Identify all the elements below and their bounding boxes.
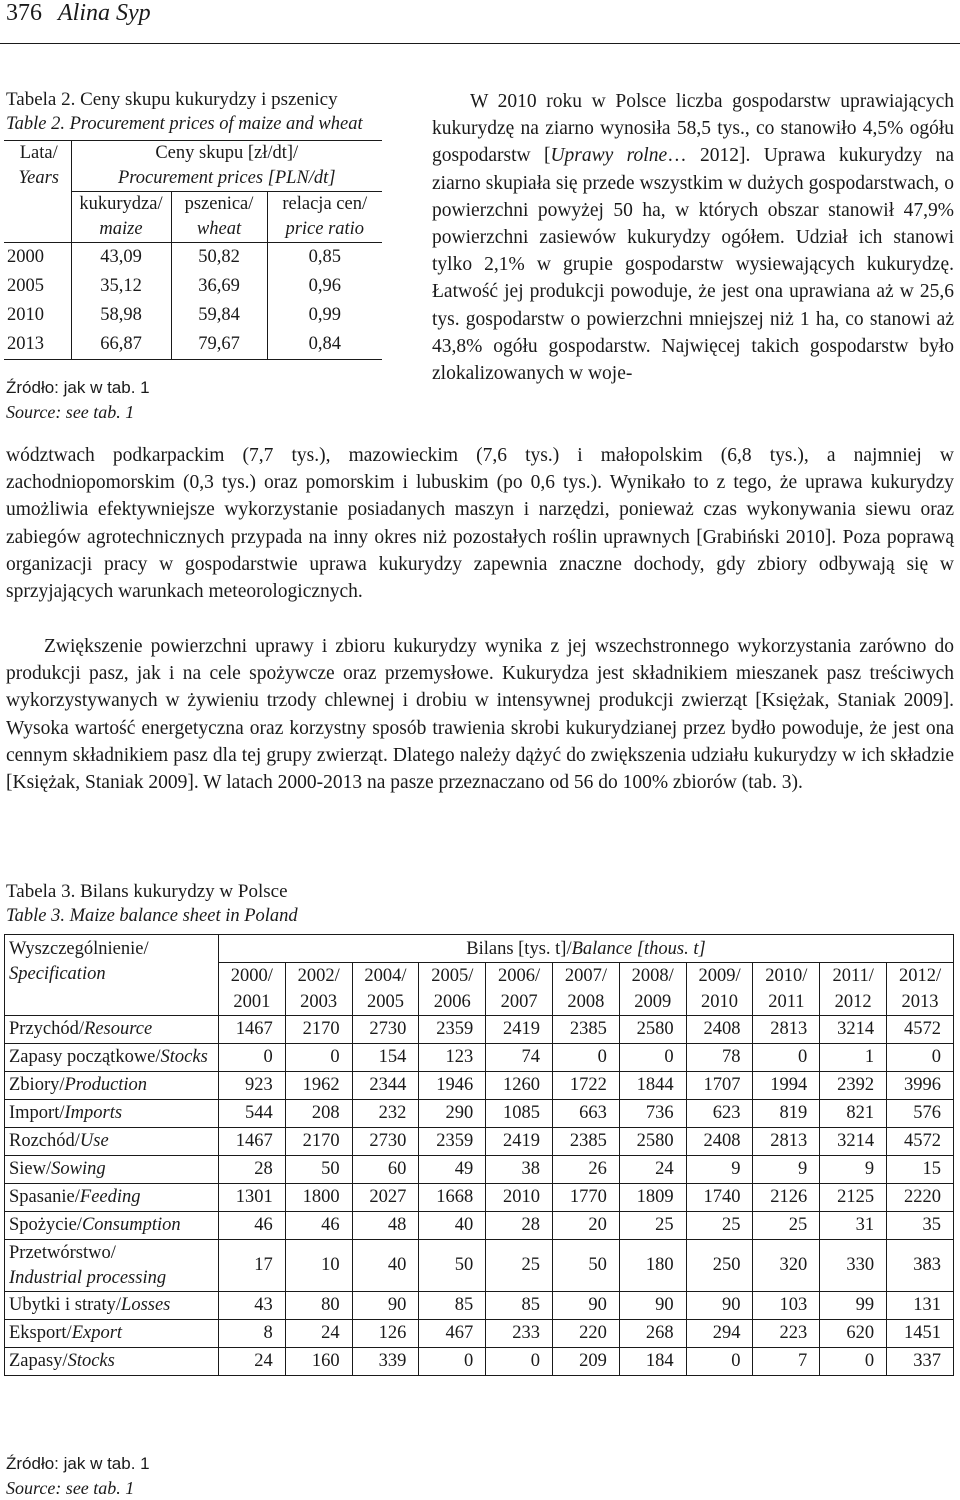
table3-value-cell: 290 — [419, 1100, 486, 1128]
table3-value-cell: 320 — [753, 1240, 820, 1292]
table3-value-cell: 9 — [753, 1156, 820, 1184]
table3-year-header-start: 2007/ — [564, 966, 607, 986]
table3-header-balance — [218, 935, 953, 963]
table3-value-cell: 620 — [820, 1320, 887, 1348]
table3-row-label — [5, 1128, 219, 1156]
table3-value-cell: 2170 — [285, 1016, 352, 1044]
table3-value-cell: 2730 — [352, 1016, 419, 1044]
table3-value-cell: 2813 — [753, 1128, 820, 1156]
table3-value-cell: 663 — [553, 1100, 620, 1128]
table3-value-cell: 2580 — [619, 1016, 686, 1044]
table3-value-cell: 2359 — [419, 1128, 486, 1156]
table-row — [5, 1212, 954, 1240]
table3-value-cell: 294 — [686, 1320, 753, 1348]
table3-value-cell: 2419 — [486, 1128, 553, 1156]
table3-header-spec — [5, 935, 219, 1016]
table2-header-wheat — [171, 192, 267, 243]
table3-value-cell: 131 — [887, 1292, 954, 1320]
table3-row-label-en: Stocks — [67, 1351, 115, 1371]
table3-row-label — [5, 1240, 219, 1292]
table3-value-cell: 0 — [486, 1348, 553, 1376]
table3-year-header-start: 2000/ — [230, 966, 273, 986]
table3-value-cell: 337 — [887, 1348, 954, 1376]
table3-row-label — [5, 1072, 219, 1100]
table2-value-cell: 36,69 — [171, 272, 267, 301]
table3-value-cell: 2730 — [352, 1128, 419, 1156]
table3-value-cell: 1946 — [419, 1072, 486, 1100]
table3-value-cell: 544 — [218, 1100, 285, 1128]
table3-row-label — [5, 1044, 219, 1072]
table3-value-cell: 50 — [419, 1240, 486, 1292]
table2-source-pl: Źródło: jak w tab. 1 — [6, 378, 150, 397]
table3-year-header-end: 2003 — [300, 992, 338, 1012]
table3-value-cell: 2344 — [352, 1072, 419, 1100]
table3-value-cell: 80 — [285, 1292, 352, 1320]
table3-row-label-en: Use — [79, 1131, 109, 1151]
table2-header-ratio-en: price ratio — [285, 219, 365, 239]
table3-row-label-en: Production — [64, 1075, 148, 1095]
table-row — [4, 301, 382, 330]
table2-value-cell: 0,96 — [308, 276, 341, 296]
table3-year-header-end: 2009 — [634, 992, 672, 1012]
table3-value-cell: 123 — [419, 1044, 486, 1072]
table-row — [5, 1100, 954, 1128]
table3-value-cell: 40 — [352, 1240, 419, 1292]
table3-source-pl: Źródło: jak w tab. 1 — [6, 1454, 150, 1473]
table3-value-cell: 49 — [419, 1156, 486, 1184]
table3-value-cell: 0 — [753, 1044, 820, 1072]
table2 — [4, 140, 382, 360]
table3-row-label — [5, 1212, 219, 1240]
table3-row-label — [5, 1184, 219, 1212]
table3-value-cell: 90 — [553, 1292, 620, 1320]
table2-value-cell: 0,84 — [267, 330, 382, 360]
table3-row-label-en: Consumption — [81, 1215, 181, 1235]
table3-value-cell: 1844 — [619, 1072, 686, 1100]
paragraph-1 — [432, 88, 954, 387]
table3-value-cell: 8 — [218, 1320, 285, 1348]
table3-value-cell: 90 — [352, 1292, 419, 1320]
table3-row-label-pl: Rozchód/ — [9, 1131, 80, 1151]
table2-header-years-en: Years — [18, 168, 59, 188]
table3-row-label-pl: Zbiory/ — [9, 1075, 65, 1095]
table3-value-cell: 923 — [218, 1072, 285, 1100]
table3-value-cell: 1301 — [218, 1184, 285, 1212]
table2-caption-en: Table 2. Procurement prices of maize and wheat — [6, 114, 363, 134]
table3-value-cell: 2392 — [820, 1072, 887, 1100]
table2-header-maize-en: maize — [99, 219, 143, 239]
table3-value-cell: 0 — [419, 1348, 486, 1376]
table3-row-label-pl: Zapasy początkowe/ — [9, 1047, 161, 1067]
table3-row-label-en: Sowing — [51, 1159, 106, 1179]
paragraph-1-part-b: … 2012]. Uprawa kukurydzy na ziarno skupiała się przede wszystkim w dużych gospodarstwach, o powierzchni powyżej 50 ha, w których obszar stanowił 47,9% powierzchni zasiewów kukurydzy ogółem. Udział ich stanowi tylko 2,1% w grupie gospodarstw wysiewających kukurydzę. Łatwość jej produkcji powoduje, że jest ona uprawiana aż w 25,6 tys. gospodarstw o powierzchni mniejszej niż 1 ha, co stanowi aż 43,8% ogółu gospodarstw. Najwięcej takich gospodarstw było zlokalizowanych w woje- — [432, 145, 954, 385]
table3-header-spec-en: Specification — [9, 964, 106, 984]
table3-value-cell: 2027 — [352, 1184, 419, 1212]
table3-value-cell: 2580 — [619, 1128, 686, 1156]
running-header — [6, 0, 151, 27]
table3-row-label-pl: Ubytki i straty/ — [9, 1295, 122, 1315]
table2-value-cell: 59,84 — [171, 301, 267, 330]
table3-value-cell: 0 — [820, 1348, 887, 1376]
table2-value-cell: 66,87 — [71, 330, 171, 360]
table3-value-cell: 74 — [486, 1044, 553, 1072]
table3-value-cell: 46 — [218, 1212, 285, 1240]
table3-year-header — [820, 963, 887, 1016]
table3-value-cell: 25 — [686, 1212, 753, 1240]
table3-value-cell: 250 — [686, 1240, 753, 1292]
table3-value-cell: 208 — [285, 1100, 352, 1128]
table3-value-cell: 2220 — [887, 1184, 954, 1212]
table2-header-group — [71, 141, 382, 192]
table2-year-cell: 2013 — [4, 330, 71, 360]
table-row — [5, 1044, 954, 1072]
table3-row-label-pl: Zapasy/ — [9, 1351, 68, 1371]
table3-value-cell: 50 — [553, 1240, 620, 1292]
table3-value-cell: 383 — [887, 1240, 954, 1292]
table3-value-cell: 7 — [753, 1348, 820, 1376]
table2-header-group-pl: Ceny skupu [zł/dt]/ — [155, 143, 299, 163]
table3-value-cell: 24 — [285, 1320, 352, 1348]
table3-year-header — [285, 963, 352, 1016]
table3-value-cell: 43 — [218, 1292, 285, 1320]
table3-value-cell: 103 — [753, 1292, 820, 1320]
page-number: 376 — [6, 0, 42, 26]
table2-year-cell: 2010 — [4, 301, 71, 330]
table2-caption — [6, 88, 363, 136]
table3-value-cell: 2170 — [285, 1128, 352, 1156]
table3-value-cell: 623 — [686, 1100, 753, 1128]
table-row — [5, 1240, 954, 1292]
table2-header-ratio — [267, 192, 382, 243]
table3-value-cell: 821 — [820, 1100, 887, 1128]
table3-row-label-pl: Przychód/ — [9, 1019, 85, 1039]
table3-value-cell: 4572 — [887, 1128, 954, 1156]
table2-header-wheat-pl: pszenica/ — [184, 194, 254, 214]
table3-value-cell: 85 — [419, 1292, 486, 1320]
table3-value-cell: 126 — [352, 1320, 419, 1348]
table3-value-cell: 28 — [218, 1156, 285, 1184]
table-row — [5, 1184, 954, 1212]
table3-row-label-en: Resource — [84, 1019, 153, 1039]
table3-value-cell: 184 — [619, 1348, 686, 1376]
table3-value-cell: 9 — [686, 1156, 753, 1184]
paragraph-1-part-a: W 2010 roku w Polsce liczba gospodarstw uprawiających kukurydzę na ziarno wynosiła 58,5 tys., co stanowiło 4,5% ogółu gospodarstw [ — [432, 91, 954, 167]
table3-year-header — [553, 963, 620, 1016]
table3-row-label-en: Export — [71, 1323, 123, 1343]
table3-caption-en: Table 3. Maize balance sheet in Poland — [6, 906, 298, 926]
table3-value-cell: 50 — [285, 1156, 352, 1184]
table3-value-cell: 1962 — [285, 1072, 352, 1100]
paragraph-1-citation: Uprawy rolne — [550, 145, 668, 167]
table3-value-cell: 1085 — [486, 1100, 553, 1128]
table3-value-cell: 1451 — [887, 1320, 954, 1348]
running-author: Alina Syp — [58, 0, 151, 26]
table3-year-header-end: 2013 — [901, 992, 939, 1012]
table2-value-cell: 58,98 — [71, 301, 171, 330]
table2-caption-pl: Tabela 2. Ceny skupu kukurydzy i pszenicy — [6, 89, 338, 110]
table3-year-header-start: 2002/ — [297, 966, 340, 986]
table2-source — [6, 376, 150, 424]
table3-value-cell: 2408 — [686, 1128, 753, 1156]
table3-year-header-start: 2009/ — [698, 966, 741, 986]
table3-value-cell: 233 — [486, 1320, 553, 1348]
table2-value-cell: 0,85 — [308, 247, 341, 267]
header-rule — [0, 43, 960, 44]
table3-row-label — [5, 1320, 219, 1348]
table2-source-en: Source: see tab. 1 — [6, 402, 135, 422]
table3-value-cell: 1809 — [619, 1184, 686, 1212]
table3-row-label — [5, 1156, 219, 1184]
table3-value-cell: 0 — [619, 1044, 686, 1072]
table3-year-header-start: 2004/ — [364, 966, 407, 986]
table3-value-cell: 2385 — [553, 1128, 620, 1156]
table3-value-cell: 1467 — [218, 1128, 285, 1156]
table2-year-cell: 2000 — [4, 243, 71, 273]
table-row — [4, 330, 382, 360]
table3-row-label-pl: Przetwórstwo/ — [9, 1242, 116, 1263]
table-row — [5, 1292, 954, 1320]
table-row — [5, 1016, 954, 1044]
table2-header-wheat-en: wheat — [196, 219, 242, 239]
table-row — [5, 1128, 954, 1156]
table3-row-label-en: Losses — [121, 1295, 171, 1315]
table3-value-cell: 1800 — [285, 1184, 352, 1212]
table3-year-header-end: 2011 — [768, 992, 805, 1012]
table3-value-cell: 0 — [887, 1044, 954, 1072]
table3-value-cell: 2359 — [419, 1016, 486, 1044]
table3-value-cell: 38 — [486, 1156, 553, 1184]
table3-row-label — [5, 1016, 219, 1044]
table3-value-cell: 46 — [285, 1212, 352, 1240]
table3-value-cell: 154 — [352, 1044, 419, 1072]
table3-row-label-pl: Siew/ — [9, 1159, 52, 1179]
table3-value-cell: 78 — [686, 1044, 753, 1072]
table3-year-header-end: 2005 — [366, 992, 404, 1012]
table2-header-years-pl: Lata/ — [19, 143, 58, 163]
table3-year-header-start: 2005/ — [431, 966, 474, 986]
table3-value-cell: 1668 — [419, 1184, 486, 1212]
table3-year-header-end: 2008 — [567, 992, 605, 1012]
table3-value-cell: 15 — [887, 1156, 954, 1184]
table3-value-cell: 0 — [686, 1348, 753, 1376]
table3-value-cell: 0 — [553, 1044, 620, 1072]
table3-value-cell: 2385 — [553, 1016, 620, 1044]
table2-header-ratio-pl: relacja cen/ — [282, 194, 368, 214]
table2-header-maize-pl: kukurydza/ — [79, 194, 163, 214]
table-row — [5, 1320, 954, 1348]
table3-row-label-pl: Eksport/ — [9, 1323, 72, 1343]
table3-value-cell: 330 — [820, 1240, 887, 1292]
table3-value-cell: 1260 — [486, 1072, 553, 1100]
table3-year-header-end: 2006 — [433, 992, 471, 1012]
table3-caption-pl: Tabela 3. Bilans kukurydzy w Polsce — [6, 881, 288, 902]
table3-value-cell: 90 — [686, 1292, 753, 1320]
table2-value-cell: 43,09 — [71, 243, 171, 273]
table2-header-years — [4, 141, 71, 243]
table3-year-header — [419, 963, 486, 1016]
table3-value-cell: 3214 — [820, 1128, 887, 1156]
table3-row-label-en: Industrial processing — [9, 1267, 167, 1288]
table3-value-cell: 25 — [619, 1212, 686, 1240]
table3-value-cell: 24 — [218, 1348, 285, 1376]
table3-header-spec-pl: Wyszczególnienie/ — [9, 939, 149, 959]
table3-year-header-end: 2001 — [233, 992, 271, 1012]
table3-row-label-en: Stocks — [160, 1047, 208, 1067]
table3-value-cell: 3214 — [820, 1016, 887, 1044]
table-row — [5, 1156, 954, 1184]
table3-value-cell: 25 — [753, 1212, 820, 1240]
table3-year-header — [887, 963, 954, 1016]
table3-value-cell: 35 — [887, 1212, 954, 1240]
table3-year-header — [486, 963, 553, 1016]
table3-value-cell: 17 — [218, 1240, 285, 1292]
table3-year-header — [218, 963, 285, 1016]
table3-value-cell: 1467 — [218, 1016, 285, 1044]
table3-source — [6, 1452, 150, 1500]
table2-value-cell: 50,82 — [171, 243, 267, 273]
table3-row-label-pl: Spożycie/ — [9, 1215, 82, 1235]
table3-value-cell: 2419 — [486, 1016, 553, 1044]
table3-value-cell: 2813 — [753, 1016, 820, 1044]
table3-row-label-pl: Import/ — [9, 1103, 65, 1123]
table3 — [4, 934, 954, 1376]
table3-value-cell: 40 — [419, 1212, 486, 1240]
table3-value-cell: 25 — [486, 1240, 553, 1292]
table3-value-cell: 99 — [820, 1292, 887, 1320]
table3-year-header — [753, 963, 820, 1016]
table3-value-cell: 223 — [753, 1320, 820, 1348]
table3-row-label-en: Feeding — [79, 1187, 141, 1207]
table3-value-cell: 85 — [486, 1292, 553, 1320]
table3-value-cell: 209 — [553, 1348, 620, 1376]
table-row — [4, 272, 382, 301]
table3-value-cell: 28 — [486, 1212, 553, 1240]
table3-value-cell: 160 — [285, 1348, 352, 1376]
table3-value-cell: 0 — [285, 1044, 352, 1072]
table3-value-cell: 1770 — [553, 1184, 620, 1212]
table2-header-group-en: Procurement prices [PLN/dt] — [117, 168, 336, 188]
table3-year-header-start: 2012/ — [898, 966, 942, 986]
table3-row-label — [5, 1292, 219, 1320]
table3-value-cell: 31 — [820, 1212, 887, 1240]
table3-row-label-pl: Spasanie/ — [9, 1187, 80, 1207]
table3-value-cell: 0 — [218, 1044, 285, 1072]
table3-value-cell: 4572 — [887, 1016, 954, 1044]
table3-header-balance-en: Balance [thous. t] — [571, 938, 706, 959]
table3-value-cell: 10 — [285, 1240, 352, 1292]
table3-value-cell: 268 — [619, 1320, 686, 1348]
table3-row-label-en: Imports — [64, 1103, 123, 1123]
table3-value-cell: 819 — [753, 1100, 820, 1128]
table3-year-header — [619, 963, 686, 1016]
table3-value-cell: 3996 — [887, 1072, 954, 1100]
table3-value-cell: 736 — [619, 1100, 686, 1128]
paragraph-3: Zwiększenie powierzchni uprawy i zbioru kukurydzy wynika z jej wszechstronnego wykorzystania zarówno do produkcji pasz, jak i na cele spożywcze oraz przemysłowe. Kukurydza jest składnikiem mieszanek pasz treściwych wykorzystywanych w żywieniu trzody chlewnej i drobiu w intensywnej produkcji zwierząt [Księżak, Staniak 2009]. Wysoka wartość energetyczna oraz korzystny sposób trawienia skrobi kukurydzianej przez bydło powoduje, że jest ona cennym składnikiem pasz dla tej grupy zwierząt. Dlatego należy dążyć do zwiększenia udziału kukurydzy w ich składzie [Księżak, Staniak 2009]. W latach 2000-2013 na pasze przeznaczano od 56 do 100% zbiorów (tab. 3). — [6, 636, 954, 794]
table3-row-label — [5, 1348, 219, 1376]
table3-value-cell: 339 — [352, 1348, 419, 1376]
table3-year-header-start: 2011/ — [832, 966, 874, 986]
table3-value-cell: 576 — [887, 1100, 954, 1128]
table3-value-cell: 9 — [820, 1156, 887, 1184]
table3-header-balance-pl: Bilans [tys. t]/ — [466, 938, 572, 959]
table3-value-cell: 1 — [820, 1044, 887, 1072]
table3-value-cell: 48 — [352, 1212, 419, 1240]
table3-value-cell: 26 — [553, 1156, 620, 1184]
table3-value-cell: 180 — [619, 1240, 686, 1292]
table3-value-cell: 2010 — [486, 1184, 553, 1212]
table3-year-header — [352, 963, 419, 1016]
table3-value-cell: 1994 — [753, 1072, 820, 1100]
table3-value-cell: 24 — [619, 1156, 686, 1184]
table2-value-cell: 0,99 — [308, 305, 341, 325]
table3-row-label — [5, 1100, 219, 1128]
table3-year-header — [686, 963, 753, 1016]
table3-value-cell: 1722 — [553, 1072, 620, 1100]
table3-value-cell: 1740 — [686, 1184, 753, 1212]
table3-year-header-end: 2010 — [701, 992, 739, 1012]
table-row — [5, 1072, 954, 1100]
table3-value-cell: 467 — [419, 1320, 486, 1348]
table3-value-cell: 2126 — [753, 1184, 820, 1212]
table3-year-header-end: 2007 — [500, 992, 538, 1012]
table3-value-cell: 1707 — [686, 1072, 753, 1100]
table-row — [4, 243, 382, 273]
table3-caption — [6, 880, 298, 928]
table3-year-header-start: 2010/ — [765, 966, 808, 986]
table3-value-cell: 20 — [553, 1212, 620, 1240]
table3-year-header-end: 2012 — [834, 992, 872, 1012]
table3-value-cell: 60 — [352, 1156, 419, 1184]
table2-year-cell: 2005 — [4, 272, 71, 301]
table3-value-cell: 2408 — [686, 1016, 753, 1044]
table3-value-cell: 220 — [553, 1320, 620, 1348]
table3-year-header-start: 2006/ — [498, 966, 541, 986]
table3-value-cell: 90 — [619, 1292, 686, 1320]
table3-value-cell: 232 — [352, 1100, 419, 1128]
paragraph-2: wództwach podkarpackim (7,7 tys.), mazowieckim (7,6 tys.) i małopolskim (6,8 tys.), a najmniej w zachodniopomorskim (0,3 tys.) oraz pomorskim i lubuskim (po 0,6 tys.). Wynikało to z tego, że uprawa kukurydzy umożliwia efektywniejsze wykorzystanie posiadanych maszyn i narzędzi, ponieważ czas wykonywania siewu oraz zabiegów agrotechnicznych przypada na inny okres niż pozostałych roślin uprawnych [Grabiński 2010]. Poza poprawą organizacji pracy w gospodarstwie uprawa kukurydzy zapewnia znaczne dochody, gdy zbiory odbywają się w sprzyjających warunkach meteorologicznych. — [6, 445, 954, 603]
table2-value-cell: 79,67 — [171, 330, 267, 360]
table3-source-en: Source: see tab. 1 — [6, 1478, 135, 1498]
table2-value-cell: 35,12 — [71, 272, 171, 301]
table3-year-header-start: 2008/ — [631, 966, 674, 986]
table3-value-cell: 2125 — [820, 1184, 887, 1212]
table2-header-maize — [71, 192, 171, 243]
table-row — [5, 1348, 954, 1376]
